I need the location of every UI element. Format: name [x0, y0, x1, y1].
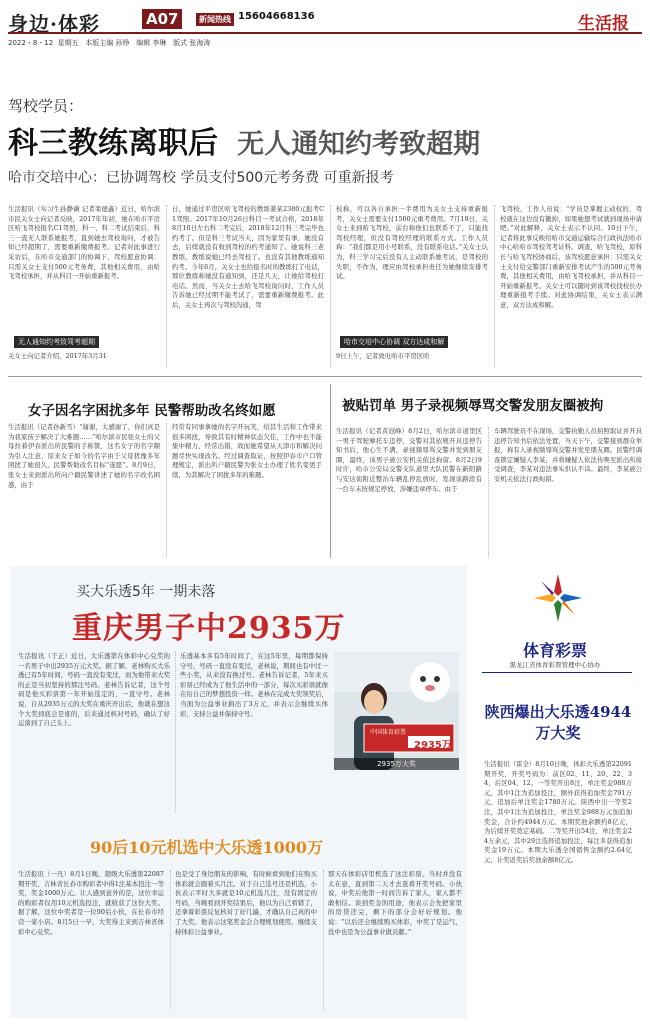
column-rule: [323, 870, 324, 1010]
story1-headline-main: 科三教练离职后: [8, 126, 218, 161]
story1-col1: 生活报讯（实习生孙静薇 记者栾德鑫）近日，哈尔滨市民关女士向记者反映，2017年年初，她在哈市平房区哈飞驾校报名C1驾照，科一、科二考试结束后，科三一直无人联系她报考，直到她去驾校询问，才被告知已经超期了，需要重新缴费报考。记者对此事进行采访后，在哈市交通部门的协调下，驾校愿意协调：只需关女士支付500元考务费，其他相关费用，由哈飞驾校承担，并从科目一开始重新报考。: [8, 205, 160, 281]
sidebar-rule: [482, 672, 632, 673]
lottery-kicker: 买大乐透5年 一期未落: [76, 584, 216, 600]
lottery-col3: 生活报讯（一凡）8月1日晚，超级大乐透第22087期开奖，吉林省长春市购彩者中得1注基本投注一等奖，奖金1000万元。让人感到意外的是，这位幸运的购彩者仅用10元机选投注，就收获了这份大奖。据了解，这位中奖者是一位90后小伙，在长春市经营一家小店。8月5日一早，大奖得主来到吉林省体彩中心兑奖。: [18, 870, 164, 936]
section-rule: [8, 376, 642, 377]
story1-subhead: 哈市交培中心：已协调驾校 学员支付500元考务费 可重新报考: [8, 170, 394, 186]
column-rule: [330, 205, 331, 367]
story1-kicker: 驾校学员：: [8, 97, 84, 115]
sidebar-headline: 陕西爆出大乐透4944万大奖: [484, 703, 632, 742]
lottery-col4: 也是受了身边朋友的影响，有时候看到他们在购买体彩就会跟着买几注。对于自己选号还是机选，小伙表示平时大多就是10元机选几注，没有固定的号码，当晚看到开奖结果后，他以为自己看错了，还拿着彩票反复核对了好几遍，才确认自己真的中了大奖。他表示这笔奖金会合理规划使用，继续支持体彩公益事业。: [175, 870, 317, 936]
sports-lottery-logo-icon: [532, 572, 584, 628]
lottery-headline-2: 90后10元机选中大乐透1000万: [90, 838, 324, 857]
story1-col3: 校称，可以各自承担一半费用为关女士支持重新报考，关女士需要支付1500元重考费用。7月19日，关女士来到哈飞驾校，前台称他们也联系不了，只能找驾校经理，但没有驾校经理的联系方式。工作人员称：“我们都是用小号联系，没有联系电话。”关女士认为，科三学习完后没有人主动联系她考试，是驾校的失职，不作为，理应由驾校承担责任为她继续安排考试。: [336, 205, 488, 281]
newspaper-brand: 生活报: [578, 14, 629, 34]
svg-text:中国体育彩票: 中国体育彩票: [370, 729, 407, 736]
story1-col4: 飞驾校，工作人员说：“学员是掌握主动权的，驾校就在这边没有撤掉，如果她想考试就到现场申请吧。”对此解释，关女士表示不认同。10日下午，记者将此事反映给哈市交通运输综合行政执法哈市中心哈哈市驾校驾考证科。调查，哈飞驾校，原科长与哈飞驾校协商后，该驾校愿意承担：只需关女士支付给交警部门重新安排考试产生的500元考务费，其他相关费用，由哈飞驾校承担，并从科目一开始重新报考。关女士可以随时到该驾校找校长办理重新报考手续。对此协调结果，关女士表示满意，双方达成和解。: [500, 205, 642, 309]
story3-col1: 生活报讯（记者黄冠峰）8月2日，哈尔滨市道里区一男子驾驶摩托车违停，交警对其依规开具违停告知书后，他心生不满，录视频辱骂交警并发到朋友圈，最终，该男子被公安机关依法拘留。8月2日9时许，哈市公安局交警支队道里大队民警在新阳路与安达街附近整治车辆乱停乱放时，发现该路段有一台车未按规定停放，涉嫌违章停车。由于: [336, 427, 482, 493]
lottery-col1: 生活报讯（于正）近日，大乐透第在体彩中心兑奖的一名男子中出2935万元大奖。据了解，老林购买大乐透已有5年时间，号码一直没有变过，而为他带来大奖的正是当初坚持的那注号码。老林告诉记者，这个号码是他买彩票第一年开始选定的，一直守号。老林说，自从2935万元的大奖在重庆开出后，他就在想这个大奖到底会是谁的，后来通过核对号码，确认了好运落到了自己头上。: [18, 652, 170, 728]
story2-col1: 生活报讯（记者孙新雪）“谢谢，太感谢了，你们真是为我家孩子解决了大难题……”哈尔滨市民张女士的父母拉着伊春派出所民警的手称赞，这名女子的名字颇为引人注意，原来女子如今的名字由于父母犹豫多年困扰了她很久，民警帮助改名目标“遂愿”。8月9日，张女士来到派出所向户籍民警讲述了她的名字改名困惑，由于: [8, 423, 160, 489]
sports-lottery-title: 体育彩票: [522, 641, 587, 660]
story2-col2: 经常有同事拿她的名字开玩笑，给其生活和工作带来很多困扰，导致其有时精神状态欠佳，工作中也不能集中精力，经常出错，故而她希望从天津市和解决问题尽快实现改名。经过调查取证，按照伊春市户口管理规定，派出所户籍民警为张女士办理了姓名变更手续，为其解决了困扰多年的难题。: [172, 423, 322, 479]
sports-lottery-logo-mark: [532, 572, 584, 624]
story3-headline: 被贴罚单 男子录视频辱骂交警发朋友圈被拘: [342, 398, 604, 414]
column-rule: [166, 205, 167, 367]
lottery-col5: 那天在体彩店里机选了这注彩票，当时并没有太在意，直到第二天才去查看开奖号码。小伙说，中奖后他第一时间告诉了家人，家人都不敢相信。谈到奖金的用途，他表示会先把家里的房贷还完，剩下的部分会好好规划。他说：“以后还会继续购买体彩，中奖了是运气，没中也是为公益事业做贡献。”: [328, 870, 462, 936]
lottery-col2: 乐透基本多有5年时间了，在这5年里，每期都保持守号，号码一直没有变过，老林说，期间也有中过一些小奖，从来没有换过号。老林告诉记者，5年来买彩票已经成为了他生活中的一部分，每次买彩票就像在给自己的梦想投资一样。老林在完成大奖领奖后，当面为公益事业捐出了3万元，并表示会继续买体彩，支持公益并保持守号。: [180, 652, 328, 718]
story1-subheading-1: 无人通知约考致驾考超期: [14, 336, 99, 348]
column-rule: [330, 384, 331, 558]
column-rule: [488, 427, 489, 557]
winner-photo-graphic: [334, 652, 459, 770]
column-rule: [175, 652, 176, 812]
photo-amount: 2935万: [414, 740, 452, 751]
story3-col2: 车辆驾驶员不在现场，交警执勤人员拍照取证并开具违停告知书后依法处置，当天下午，交警接到群众举报，称有人录视频辱骂交警并发至朋友圈。民警经调查锁定嫌疑人李某，并将嫌疑人依法传唤至派出所接受调查，李某对违法事实供认不讳。最终，李某被公安机关依法行政拘留。: [494, 427, 642, 483]
issue-meta: 2022・8・12 星期五 本版主编 孙铮 编辑 李琳 版式 张海涛: [8, 39, 211, 47]
column-rule: [166, 423, 167, 557]
header-rule: [8, 32, 642, 34]
section-title: 身边·体彩: [8, 12, 100, 36]
hotline-label: 新闻热线: [196, 13, 234, 26]
sports-lottery-subtitle: 黑龙江省体育彩票管理中心协办: [509, 661, 601, 669]
story1-col2: 日，她通过平房区哈飞驾校的教练姜某2380元报考C1驾照。2017年10月26日科目一考试合格，2018年8月10日左右科二考完后，2018年12月科三考完毕也约考了。但是科三考试当天，因为家里有事，她没有去，后续就没有收到驾校的约考通知了。她说科三老教练，教练说她已经去驾校了。也没有其他教练通知约考。今年6月，关女士也给报名时的教练打了电话，那位教练称她没有通知到，还是几天，让她给驾校打电话。然而，当关女士去哈飞驾校询问时，工作人员告诉她已经过期不能考试了，需要重新缴费报考。此后，关女士再次与驾校沟通，驾: [172, 205, 324, 309]
story1-headline: [8, 118, 480, 162]
story1-col3-tail: 9日上午，记者致电哈市平房区哈: [336, 352, 430, 360]
winner-photo: [334, 652, 459, 770]
photo-caption: 2935万大奖: [334, 758, 459, 770]
story2-headline: 女子因名字困扰多年 民警帮助改名终如愿: [28, 403, 276, 419]
story1-col1-tail: 关女士向记者介绍，2017年3月31: [8, 352, 107, 360]
column-rule: [170, 870, 171, 1010]
story1-subheading-2: 哈市交培中心协调 双方达成和解: [340, 336, 448, 348]
story1-headline-sub: 无人通知约考致超期: [237, 129, 481, 160]
hotline-number: 15604668136: [238, 11, 315, 22]
page-number: A07: [142, 9, 182, 29]
column-rule: [494, 205, 495, 367]
lottery-headline: 重庆男子中2935万: [72, 611, 346, 646]
sidebar-body: 生活报讯（雷全）8月10日晚，体彩大乐透第22091期开奖，开奖号码为：前区02、11、20、22、34，后区04、12。一等奖开出8注，单注奖金988万元，其中1注为追加投注，额外获得追加奖金791万元，追加后单注奖金1780万元。陕西中出一等奖2注，其中1注为追加投注，单注奖金988万元加追加奖金，合计约4944万元。本期奖池余额约8亿元，为后续开奖奠定基础。二等奖开出54注，单注奖金24万余元，其中29注选择追加投注，每注多获得追加奖金19万元。本期大乐透全国销售金额约2.64亿元，计奖返奖后奖池余额8亿元。: [484, 760, 632, 864]
